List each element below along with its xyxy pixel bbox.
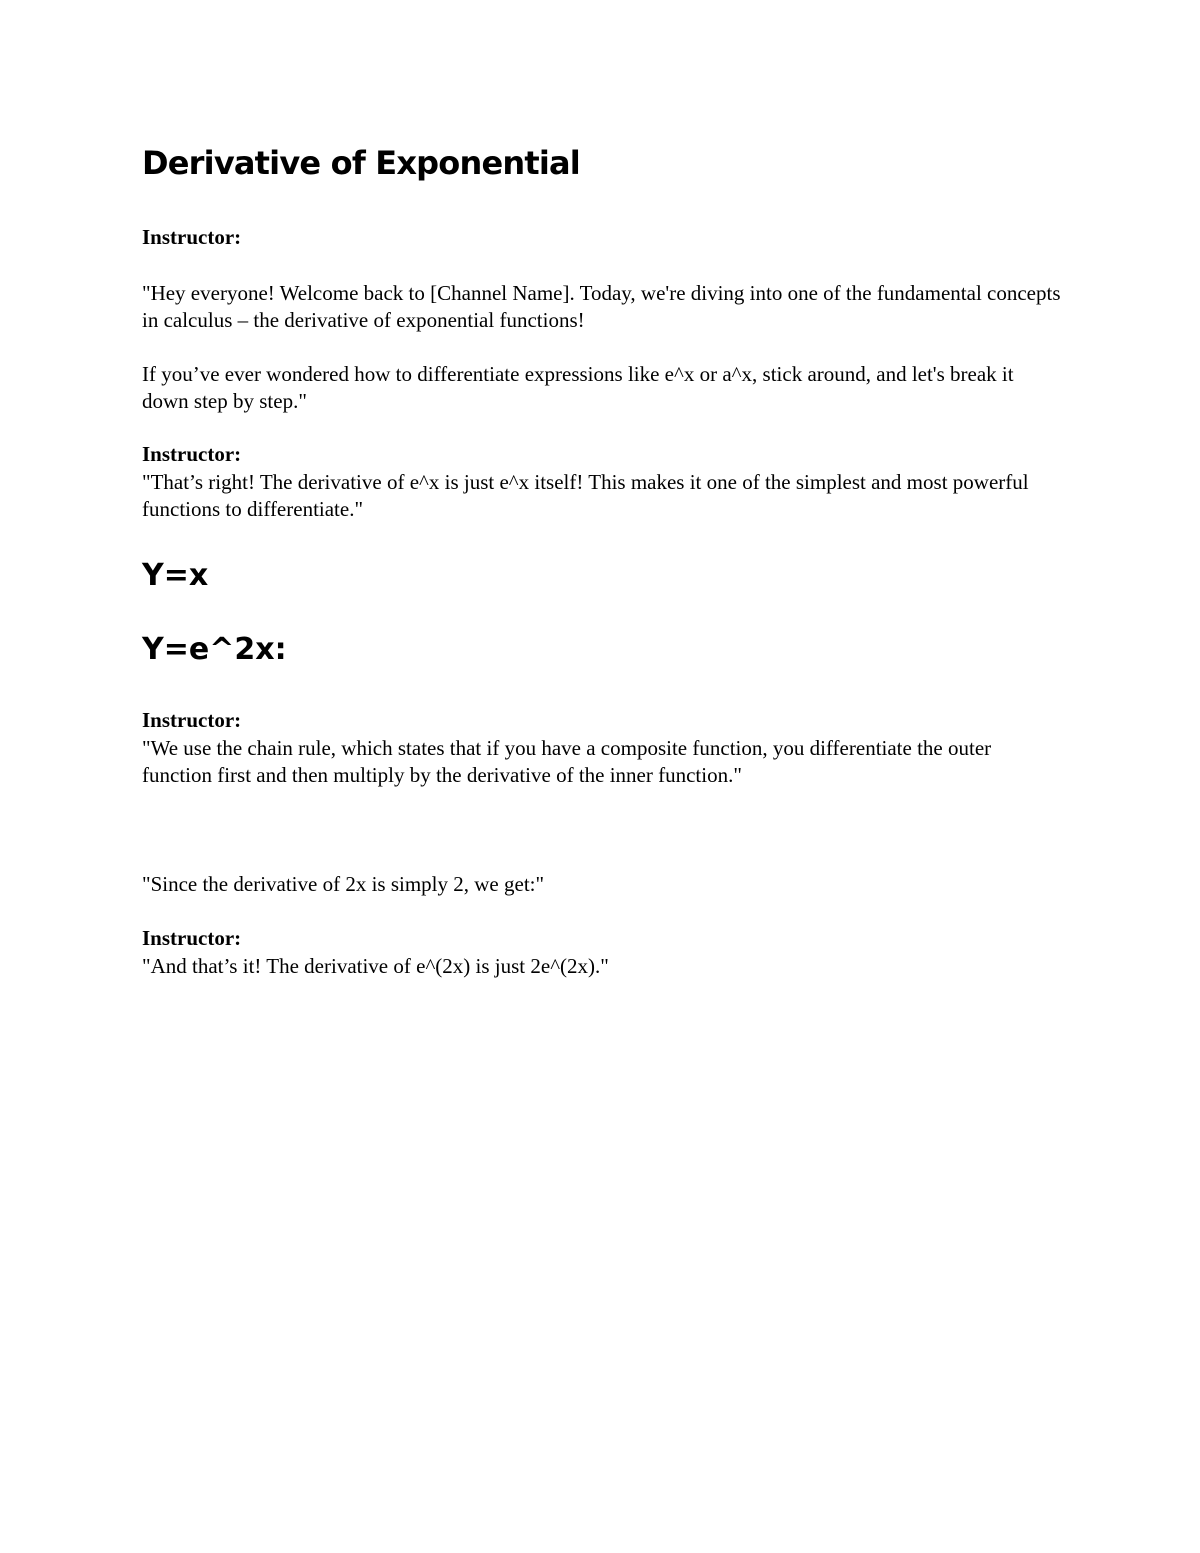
equation-y-equals-e-2x: Y=e^2x: [142, 632, 287, 667]
intro-paragraph: "Hey everyone! Welcome back to [Channel Name]. Today, we're diving into one of the fundamental concepts in calculus – the derivative of exponential functions! [142, 281, 1061, 332]
derivative-step-paragraph: "Since the derivative of 2x is simply 2, we get:" [142, 872, 545, 896]
speaker-label: Instructor: [142, 225, 242, 249]
equation-y-equals-x: Y=x [142, 558, 209, 593]
speaker-label: Instructor: [142, 442, 242, 466]
speaker-label: Instructor: [142, 926, 242, 950]
chain-rule-paragraph: "We use the chain rule, which states that if you have a composite function, you differentiate the outer function first and then multiply by the derivative of the inner function." [142, 736, 992, 787]
explanation-paragraph: "That’s right! The derivative of e^x is just e^x itself! This makes it one of the simplest and most powerful functions to differentiate." [142, 470, 1029, 521]
intro-paragraph-continued: If you’ve ever wondered how to differentiate expressions like e^x or a^x, stick around, and let's break it down step by step." [142, 362, 1014, 413]
document-title: Derivative of Exponential [142, 144, 580, 182]
conclusion-paragraph: "And that’s it! The derivative of e^(2x) is just 2e^(2x)." [142, 954, 609, 978]
speaker-label: Instructor: [142, 708, 242, 732]
